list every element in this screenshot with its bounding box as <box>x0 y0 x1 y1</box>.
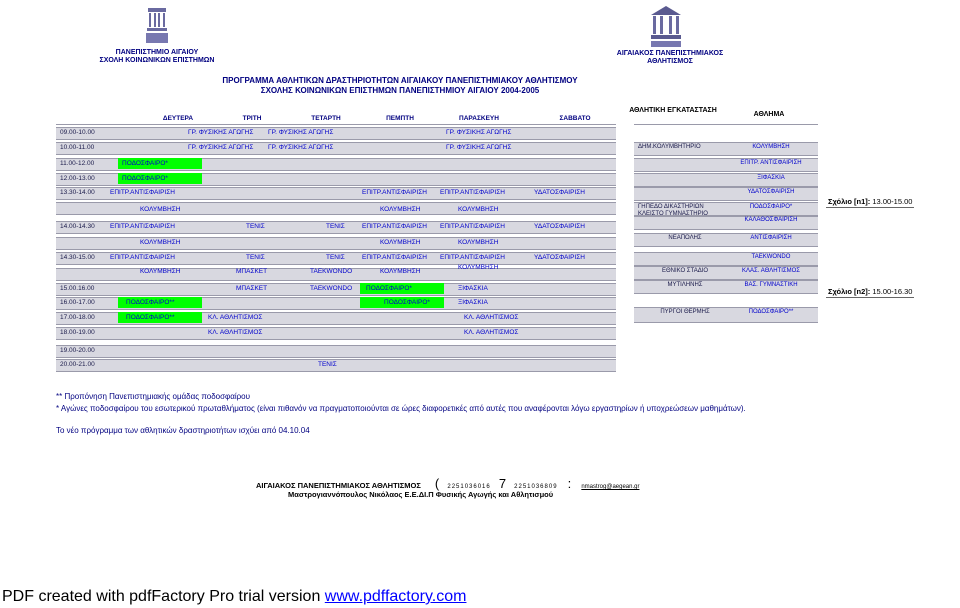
facility-sport-9: ΒΑΣ. ΓΥΜΝΑΣΤΙΚΗ <box>744 282 798 288</box>
cell-r5b-fri: ΚΟΛΥΜΒΗΣΗ <box>458 239 499 246</box>
time-label-11: 19.00-20.00 <box>60 347 95 354</box>
cell-r5-thu: ΕΠΙΤΡ.ΑΝΤΙΣΦΑΙΡΙΣΗ <box>362 223 427 230</box>
facility-sport-1: ΕΠΙΤΡ. ΑΝΤΙΣΦΑΙΡΙΣΗ <box>740 160 802 166</box>
contact-email[interactable]: nmastrog@aegean.gr <box>581 484 640 490</box>
cell-r5-fri: ΕΠΙΤΡ.ΑΝΤΙΣΦΑΙΡΙΣΗ <box>440 223 505 230</box>
cell-r1-fri: ΓΡ. ΦΥΣΙΚΗΣ ΑΓΩΓΗΣ <box>446 144 512 151</box>
time-row-bar-11 <box>56 345 616 358</box>
cell-r4-sat: ΥΔΑΤΟΣΦΑΙΡΙΣΗ <box>534 189 585 196</box>
pdf-footer-link[interactable]: www.pdffactory.com <box>324 588 467 605</box>
cell-r9-mon: ΠΟΔΟΣΦΑΙΡΟ** <box>126 314 175 321</box>
comment-n1 <box>826 197 914 208</box>
cell-r8-thu: ΠΟΔΟΣΦΑΙΡΟ* <box>384 299 430 306</box>
time-label-12: 20.00-21.00 <box>60 361 95 368</box>
comment-n1-label: Σχόλιο [n1]: <box>828 197 871 206</box>
time-row-bar-1 <box>56 142 616 155</box>
cell-r4-mon: ΕΠΙΤΡ.ΑΝΤΙΣΦΑΙΡΙΣΗ <box>110 189 175 196</box>
contact-fax: 2251036809 <box>514 484 558 490</box>
pdf-footer-text: PDF created with pdfFactory Pro trial version <box>2 588 325 605</box>
cell-r1-wed: ΓΡ. ΦΥΣΙΚΗΣ ΑΓΩΓΗΣ <box>268 144 334 151</box>
contact-org: ΑΙΓΑΙΑΚΟΣ ΠΑΝΕΠΙΣΤΗΜΙΑΚΟΣ ΑΘΛΗΤΙΣΜΟΣ <box>256 481 421 490</box>
header-right-line1: ΑΙΓΑΙΑΚΟΣ ΠΑΝΕΠΙΣΤΗΜΙΑΚΟΣ <box>616 50 724 57</box>
facility-sport-2: ΞΙΦΑΣΚΙΑ <box>757 175 785 181</box>
cell-r6b-fri: ΚΟΛΥΜΒΗΣΗ <box>458 264 499 271</box>
day-header-2: ΤΕΤΑΡΤΗ <box>311 115 341 122</box>
facility-sport-0: ΚΟΛΥΜΒΗΣΗ <box>752 144 790 150</box>
cell-r10-tue: ΚΛ. ΑΘΛΗΤΙΣΜΟΣ <box>208 329 263 336</box>
facility-sport-6: ΑΝΤΙΣΦΑΙΡΙΣΗ <box>750 235 792 241</box>
facility-sport-10: ΠΟΔΟΣΦΑΙΡΟ** <box>748 309 794 315</box>
pdf-footer <box>2 588 466 606</box>
cell-r4b-mon: ΚΟΛΥΜΒΗΣΗ <box>140 206 181 213</box>
time-label-3: 12.00-13.00 <box>60 175 95 182</box>
header-right-line2: ΑΘΛΗΤΙΣΜΟΣ <box>647 58 693 65</box>
contact-seven: 7 <box>498 476 507 491</box>
cell-r5-sat: ΥΔΑΤΟΣΦΑΙΡΙΣΗ <box>534 223 585 230</box>
facilities-col-sport: ΑΘΛΗΜΑ <box>753 111 785 118</box>
facility-venue-0: ΔΗΜ.ΚΟΛΥΜΒΗΤΗΡΙΟ <box>638 144 701 150</box>
cell-r6-fri: ΕΠΙΤΡ.ΑΝΤΙΣΦΑΙΡΙΣΗ <box>440 254 505 261</box>
time-label-7: 15.00.16.00 <box>60 285 95 292</box>
facility-sport-4: ΠΟΔΟΣΦΑΙΡΟ* <box>749 204 793 210</box>
cell-r5-mon: ΕΠΙΤΡ.ΑΝΤΙΣΦΑΙΡΙΣΗ <box>110 223 175 230</box>
cell-r6-tue: ΤΕΝΙΣ <box>246 254 265 261</box>
comment-n2 <box>826 287 914 298</box>
cell-r6b-thu: ΚΟΛΥΜΒΗΣΗ <box>380 268 421 275</box>
contact-paren: ( <box>434 476 440 491</box>
cell-r12-thu: ΤΕΝΙΣ <box>318 361 337 368</box>
comment-n2-value: 15.00-16.30 <box>872 287 913 296</box>
cell-r6-wed: ΤΕΝΙΣ <box>326 254 345 261</box>
cell-r6b-tue: ΜΠΑΣΚΕΤ <box>236 268 268 275</box>
cell-r4b-fri: ΚΟΛΥΜΒΗΣΗ <box>458 206 499 213</box>
facility-sport-7: TAEKWONDO <box>751 254 791 260</box>
cell-r0-tue: ΓΡ. ΦΥΣΙΚΗΣ ΑΓΩΓΗΣ <box>188 129 254 136</box>
cell-r7-fri: ΞΙΦΑΣΚΙΑ <box>458 285 488 292</box>
cell-r4-thu: ΕΠΙΤΡ.ΑΝΤΙΣΦΑΙΡΙΣΗ <box>362 189 427 196</box>
facilities-col-venue: ΑΘΛΗΤΙΚΗ ΕΓΚΑΤΑΣΤΑΣΗ <box>629 107 717 114</box>
cell-r6-mon: ΕΠΙΤΡ.ΑΝΤΙΣΦΑΙΡΙΣΗ <box>110 254 175 261</box>
facility-venue-6: ΝΕΑΠΟΛΗΣ <box>668 235 702 241</box>
facility-venue-4: ΓΗΠΕΔΟ ΔΙΚΑΣΤΗΡΙΩΝ <box>638 204 704 210</box>
facility-sport-5: ΚΑΛΑΘΟΣΦΑΙΡΙΣΗ <box>744 217 798 223</box>
time-row-bar-10 <box>56 327 616 340</box>
cell-r5-tue: ΤΕΝΙΣ <box>246 223 265 230</box>
cell-r10-fri: ΚΛ. ΑΘΛΗΤΙΣΜΟΣ <box>464 329 519 336</box>
time-label-5: 14.00-14.30 <box>60 223 95 230</box>
facilities-header-divider <box>634 124 818 125</box>
cell-r8-fri: ΞΙΦΑΣΚΙΑ <box>458 299 488 306</box>
cell-r6b-wed: TAEKWONDO <box>310 268 353 275</box>
university-logo-left <box>146 8 168 46</box>
day-header-3: ΠΕΜΠΤΗ <box>386 115 414 122</box>
contact-colon: : <box>567 476 572 491</box>
header-divider <box>56 124 616 125</box>
time-row-bar-0 <box>56 127 616 140</box>
cell-r6b-mon: ΚΟΛΥΜΒΗΣΗ <box>140 268 181 275</box>
note-training: ** Προπόνηση Πανεπιστημιακής ομάδας ποδοσφαίρου <box>56 392 250 401</box>
note-valid-from: Το νέο πρόγραμμα των αθλητικών δραστηριοτήτων ισχύει από 04.10.04 <box>56 426 310 435</box>
cell-r5-wed: ΤΕΝΙΣ <box>326 223 345 230</box>
facility-venue-8: ΕΘΝΙΚΟ ΣΤΑΔΙΟ <box>661 268 709 274</box>
cell-r4b-thu: ΚΟΛΥΜΒΗΣΗ <box>380 206 421 213</box>
time-label-4: 13.30-14.00 <box>60 189 95 196</box>
facility-venue-5: ΚΛΕΙΣΤΟ ΓΥΜΝΑΣΤΗΡΙΟ <box>638 211 708 217</box>
header-left-line1: ΠΑΝΕΠΙΣΤΗΜΙΟ ΑΙΓΑΙΟΥ <box>115 49 199 56</box>
cell-r4-fri: ΕΠΙΤΡ.ΑΝΤΙΣΦΑΙΡΙΣΗ <box>440 189 505 196</box>
cell-r6-thu: ΕΠΙΤΡ.ΑΝΤΙΣΦΑΙΡΙΣΗ <box>362 254 427 261</box>
time-label-6: 14.30-15.00 <box>60 254 95 261</box>
cell-r7-wed: TAEKWONDO <box>310 285 353 292</box>
time-label-2: 11.00-12.00 <box>60 160 95 167</box>
contact-phone: 2251036016 <box>447 484 491 490</box>
facility-venue-9: ΜΥΤΙΛΗΝΗΣ <box>667 282 703 288</box>
cell-r9-fri: ΚΛ. ΑΘΛΗΤΙΣΜΟΣ <box>464 314 519 321</box>
header-left-line2: ΣΧΟΛΗ ΚΟΙΝΩΝΙΚΩΝ ΕΠΙΣΤΗΜΩΝ <box>99 57 215 64</box>
contact-line1 <box>256 476 639 491</box>
facility-sport-3: ΥΔΑΤΟΣΦΑΙΡΙΣΗ <box>747 189 795 195</box>
cell-r1-tue: ΓΡ. ΦΥΣΙΚΗΣ ΑΓΩΓΗΣ <box>188 144 254 151</box>
contact-line2: Μαστρογιαννόπουλος Νικόλαος Ε.Ε.ΔΙ.Π Φυσικής Αγωγής και Αθλητισμού <box>288 490 554 499</box>
day-header-1: ΤΡΙΤΗ <box>242 115 262 122</box>
day-header-4: ΠΑΡΑΣΚΕΥΗ <box>459 115 499 122</box>
comment-n2-label: Σχόλιο [n2]: <box>828 287 871 296</box>
page-title: ΠΡΟΓΡΑΜΜΑ ΑΘΛΗΤΙΚΩΝ ΔΡΑΣΤΗΡΙΟΤΗΤΩΝ ΑΙΓΑΙΑΚΟΥ ΠΑΝΕΠΙΣΤΗΜΙΑΚΟΥ ΑΘΛΗΤΙΣΜΟΥ <box>222 76 578 85</box>
cell-r7-thu: ΠΟΔΟΣΦΑΙΡΟ* <box>366 285 412 292</box>
page-subtitle: ΣΧΟΛΗΣ ΚΟΙΝΩΝΙΚΩΝ ΕΠΙΣΤΗΜΩΝ ΠΑΝΕΠΙΣΤΗΜΙΟΥ ΑΙΓΑΙΟΥ 2004-2005 <box>260 86 540 95</box>
comment-n1-value: 13.00-15.00 <box>872 197 913 206</box>
time-label-1: 10.00-11.00 <box>60 144 95 151</box>
time-label-8: 16.00-17.00 <box>60 299 95 306</box>
cell-r0-fri: ΓΡ. ΦΥΣΙΚΗΣ ΑΓΩΓΗΣ <box>446 129 512 136</box>
cell-r8-mon: ΠΟΔΟΣΦΑΙΡΟ** <box>126 299 175 306</box>
day-header-5: ΣΑΒΒΑΤΟ <box>559 115 591 122</box>
cell-r5b-thu: ΚΟΛΥΜΒΗΣΗ <box>380 239 421 246</box>
facility-venue-10: ΠΥΡΓΟΙ ΘΕΡΜΗΣ <box>660 309 710 315</box>
cell-r3-mon: ΠΟΔΟΣΦΑΙΡΟ* <box>122 175 168 182</box>
cell-r5b-mon: ΚΟΛΥΜΒΗΣΗ <box>140 239 181 246</box>
time-label-9: 17.00-18.00 <box>60 314 95 321</box>
time-label-10: 18.00-19.00 <box>60 329 95 336</box>
time-label-0: 09.00-10.00 <box>60 129 95 136</box>
day-header-0: ΔΕΥΤΕΡΑ <box>162 115 194 122</box>
university-logo-right <box>651 6 681 48</box>
cell-r0-wed: ΓΡ. ΦΥΣΙΚΗΣ ΑΓΩΓΗΣ <box>268 129 334 136</box>
facility-sport-8: ΚΛΑΣ. ΑΘΛΗΤΙΣΜΟΣ <box>742 268 800 274</box>
cell-r2-mon: ΠΟΔΟΣΦΑΙΡΟ* <box>122 160 168 167</box>
note-matches: * Αγώνες ποδοσφαίρου του εσωτερικού πρωταθλήματος (είναι πιθανόν να πραγματοποιούνται σε ώρες διαφορετικές από αυτές που αναφέρονται λόγω εργαστηρίων ή υποχρεώσεων μαθημάτων). <box>56 404 746 413</box>
cell-r6-sat: ΥΔΑΤΟΣΦΑΙΡΙΣΗ <box>534 254 585 261</box>
cell-r7-tue: ΜΠΑΣΚΕΤ <box>236 285 268 292</box>
cell-r9-tue: ΚΛ. ΑΘΛΗΤΙΣΜΟΣ <box>208 314 263 321</box>
